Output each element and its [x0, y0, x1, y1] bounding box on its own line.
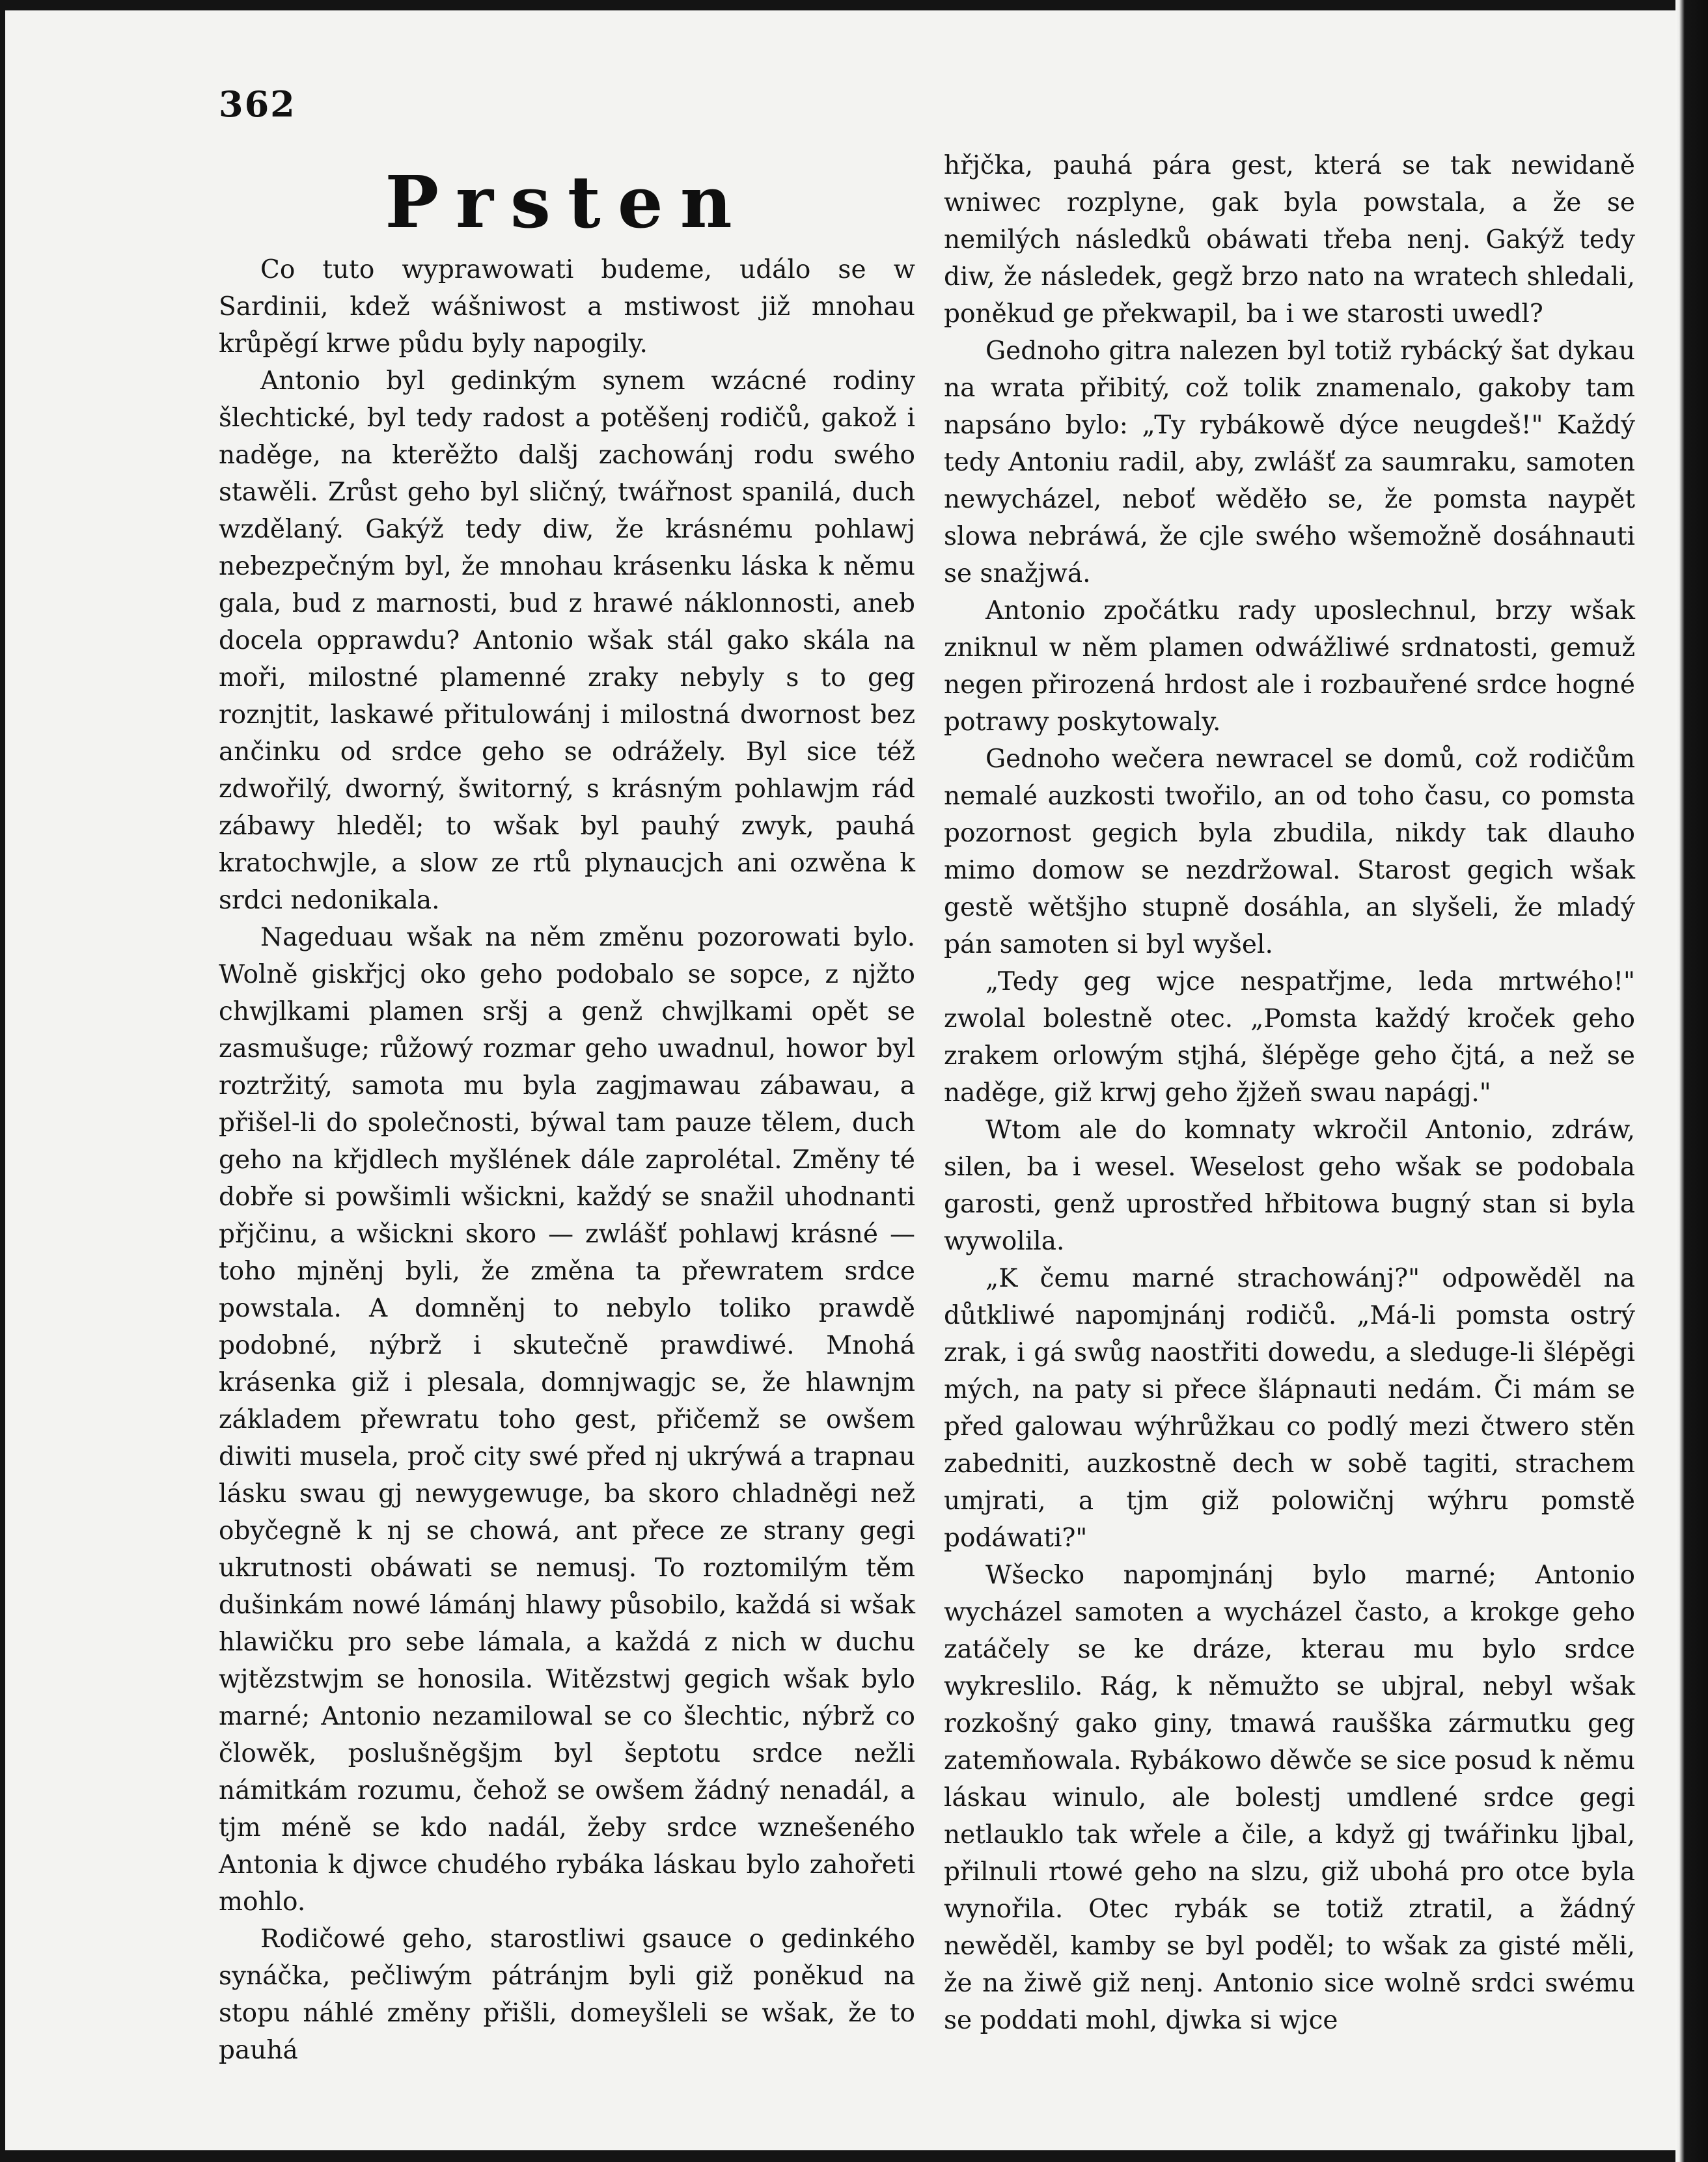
page-number: 362	[219, 83, 296, 125]
page-edge-shadow	[1675, 0, 1708, 2162]
paragraph: Wšecko napomjnánj bylo marné; Antonio wycházel samoten a wycházel často, a krokge geho zatáčely se ke dráze, kterau mu bylo srdce wykreslilo. Rág, k němužto se ubjral, nebyl wšak rozkošný gako giny, tmawá raušška zármutku geg zatemňowala. Rybákowo děwče se sice posud k němu láskau winulo, ale bolestj umdlené srdce gegi netlauklo tak wřele a čile, a když gj twářinku ljbal, přilnuli rtowé geho na slzu, giž ubohá pro otce byla wynořila. Otec rybák se totiž ztratil, a žádný newěděl, kamby se byl poděl; to wšak za gisté měli, že na žiwě giž nenj. Antonio sice wolně srdci swému se poddati mohl, djwka si wjce	[944, 1561, 1635, 2035]
left-column	[219, 147, 915, 2069]
paragraph: Co tuto wyprawowati budeme, událo se w Sardinii, kdež wášniwost a mstiwost již mnohau krůpěgí krwe půdu byly napogily.	[219, 255, 915, 359]
paragraph: Nageduau wšak na něm změnu pozorowati bylo. Wolně giskřjcj oko geho podobalo se sopce, z njžto chwjlkami plamen sršj a genž chwjlkami opět se zasmušuge; růžowý rozmar geho uwadnul, howor byl roztržitý, samota mu byla zagjmawau zábawau, a přišel-li do společnosti, býwal tam pauze tělem, duch geho na křjdlech myšlének dále zaprolétal. Změny té dobře si powšimli wšickni, každý se snažil uhodnanti přjčinu, a wšickni skoro — zwlášť pohlawj krásné — toho mjněnj byli, že změna ta přewratem srdce powstala. A domněnj to nebylo toliko prawdě podobné, nýbrž i skutečně prawdiwé. Mnohá krásenka giž i plesala, domnjwagjc se, že hlawnjm základem přewratu toho gest, přičemž se owšem diwiti musela, proč city swé před nj ukrýwá a trapnau lásku swau gj newygewuge, ba skoro chladněgi než obyčegně k nj se chowá, ant přece ze strany gegi ukrutnosti obáwati se nemusj. To roztomilým těm dušinkám nowé lámánj hlawy působilo, každá si wšak hlawičku pro sebe lámala, a každá z nich w duchu wjtězstwjm se honosila. Witězstwj gegich wšak bylo marné; Antonio nezamilowal se co šlechtic, nýbrž co člowěk, poslušněgšjm byl šeptotu srdce nežli námitkám rozumu, čehož se owšem žádný nenadál, a tjm méně se kdo nadál, žeby srdce wznešeného Antonia k djwce chudého rybáka láskau bylo zahořeti mohlo.	[219, 923, 915, 1917]
paragraph: Gednoho gitra nalezen byl totiž rybácký šat dykau na wrata přibitý, což tolik znamenalo, gakoby tam napsáno bylo: „Ty rybákowě dýce neugdeš!" Každý tedy Antoniu radil, aby, zwlášť za saumraku, samoten newycházel, neboť wěděło se, že pomsta naypět slowa nebráwá, že cjle swého wšemožně dosáhnauti se snažjwá.	[944, 336, 1635, 588]
paragraph: hřjčka, pauhá pára gest, která se tak newidaně wniwec rozplyne, gak byla powstala, a že se nemilých následků obáwati třeba nenj. Gakýž tedy diw, že následek, gegž brzo nato na wratech shledali, poněkud ge překwapil, ba i we starosti uwedl?	[944, 151, 1635, 329]
paragraph: Gednoho wečera newracel se domů, což rodičům nemalé auzkosti twořilo, an od toho času, co pomsta pozornost gegich byla zbudila, nikdy tak dlauho mimo domow se nezdržowal. Starost gegich wšak gestě wětšjho stupně dosáhla, an slyšeli, že mladý pán samoten si byl wyšel.	[944, 745, 1635, 959]
paragraph: Antonio byl gedinkým synem wzácné rodiny šlechtické, byl tedy radost a potěšenj rodičů, gakož i naděge, na kterěžto dalšj zachowánj rodu swého stawěli. Zrůst geho byl sličný, twářnost spanilá, duch wzdělaný. Gakýž tedy diw, že krásnému pohlawj nebezpečným byl, že mnohau krásenku láska k němu gala, bud z marnosti, bud z hrawé náklonnosti, aneb docela opprawdu? Antonio wšak stál gako skála na moři, milostné plamenné zraky nebyly s to geg roznjtit, laskawé přitulowánj i milostná dwornost bez ančinku od srdce geho se odrážely. Byl sice též zdwořilý, dworný, šwitorný, s krásným pohlawjm rád zábawy hleděl; to wšak byl pauhý zwyk, pauhá kratochwjle, a slow ze rtů plynaucjch ani ozwěna k srdci nedonikala.	[219, 366, 915, 915]
right-column	[944, 147, 1635, 2039]
book-page	[5, 10, 1675, 2150]
paragraph: „K čemu marné strachowánj?" odpowěděl na důtkliwé napomjnánj rodičů. „Má-li pomsta ostrý zrak, i gá swůg naostřiti dowedu, a sleduge-li šlépěgi mých, na paty si přece šlápnauti nedám. Či mám se před galowau wýhrůžkau co podlý mezi čtwero stěn zabedniti, auzkostně dech w sobě tagiti, strachem umjrati, a tjm giž polowičnj wýhru pomstě podáwati?"	[944, 1264, 1635, 1553]
paragraph: „Tedy geg wjce nespatřjme, leda mrtwého!" zwolal bolestně otec. „Pomsta každý kroček geho zrakem orlowým stjhá, šlépěge geho čjtá, a než se naděge, giž krwj geho žjžeň swau napágj."	[944, 967, 1635, 1108]
chapter-title: Prsten	[385, 160, 749, 244]
paragraph: Wtom ale do komnaty wkročil Antonio, zdráw, silen, ba i wesel. Weselost geho wšak se podobala garosti, genž uprostřed hřbitowa bugný stan si byla wywolila.	[944, 1115, 1635, 1256]
paragraph: Antonio zpočátku rady uposlechnul, brzy wšak zniknul w něm plamen odwážliwé srdnatosti, gemuž negen přirozená hrdost ale i rozbauřené srdce hogné potrawy poskytowaly.	[944, 596, 1635, 737]
paragraph: Rodičowé geho, starostliwi gsauce o gedinkého synáčka, pečliwým pátránjm byli giž poněkud na stopu náhlé změny přišli, domeyšleli se wšak, že to pauhá	[219, 1924, 915, 2065]
